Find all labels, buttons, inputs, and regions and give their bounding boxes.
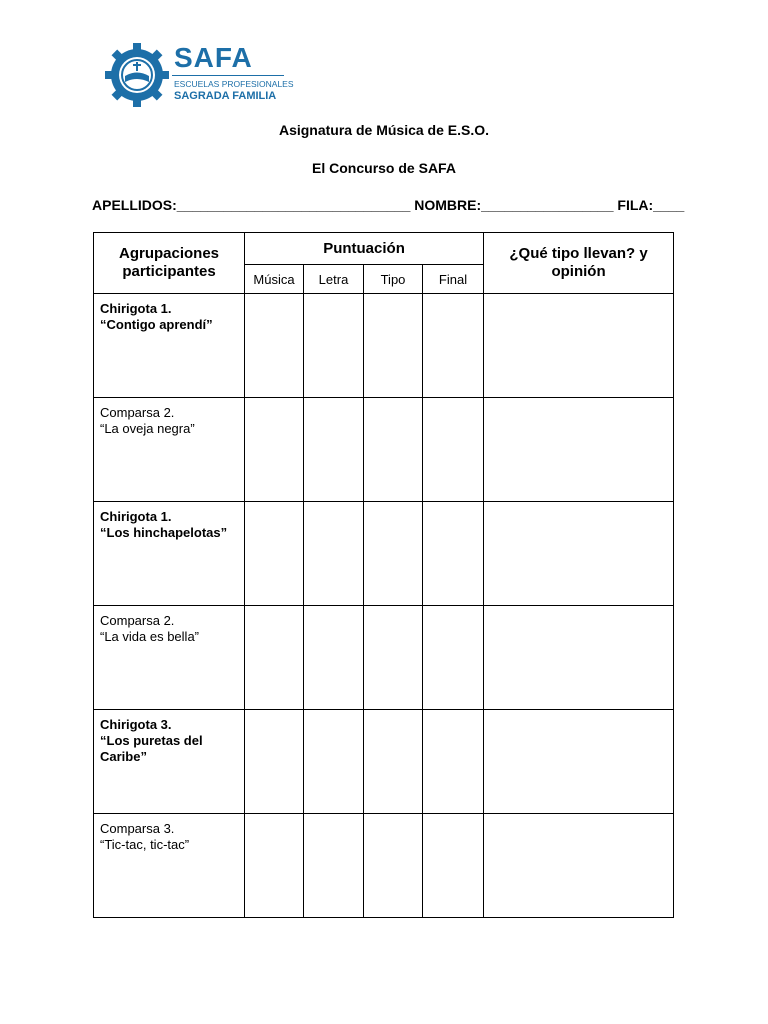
- col-groups-header: Agrupaciones participantes: [94, 233, 245, 294]
- gear-emblem-icon: [104, 42, 170, 108]
- logo-line1: ESCUELAS PROFESIONALES: [174, 79, 294, 89]
- group-title: “Los hinchapelotas”: [100, 525, 228, 540]
- score-letra-cell[interactable]: [304, 398, 364, 502]
- table-row: [94, 294, 674, 398]
- group-title: “Tic-tac, tic-tac”: [100, 837, 190, 852]
- table-row: [94, 398, 674, 502]
- group-name-cell: [94, 814, 245, 918]
- group-type: Chirigota 1.: [100, 301, 172, 316]
- score-final-cell[interactable]: [423, 502, 484, 606]
- opinion-cell[interactable]: [484, 398, 674, 502]
- contest-title: El Concurso de SAFA: [312, 160, 456, 176]
- group-title: “Los puretas del Caribe”: [100, 733, 203, 764]
- score-musica-cell[interactable]: [245, 294, 304, 398]
- logo-divider: [172, 75, 284, 76]
- score-final-cell[interactable]: [423, 294, 484, 398]
- score-letra-cell[interactable]: [304, 710, 364, 814]
- score-letra-cell[interactable]: [304, 294, 364, 398]
- score-tipo-cell[interactable]: [364, 814, 423, 918]
- score-final-cell[interactable]: [423, 606, 484, 710]
- group-type: Comparsa 2.: [100, 405, 175, 420]
- group-title: “Contigo aprendí”: [100, 317, 213, 332]
- col-opinion-header: ¿Qué tipo llevan? y opinión: [484, 233, 674, 294]
- group-name-cell: [94, 398, 245, 502]
- score-tipo-cell[interactable]: [364, 606, 423, 710]
- opinion-cell[interactable]: [484, 710, 674, 814]
- safa-logo: [104, 42, 294, 108]
- group-name-cell: [94, 606, 245, 710]
- score-tipo-cell[interactable]: [364, 710, 423, 814]
- logo-brand: SAFA: [174, 42, 253, 73]
- subcol-musica: Música: [245, 265, 304, 294]
- subject-title: Asignatura de Música de E.S.O.: [278, 122, 490, 138]
- group-name-cell: [94, 502, 245, 606]
- table-row: [94, 710, 674, 814]
- student-fields: APELLIDOS:______________________________ NOMBRE:_________________ FILA:____: [92, 197, 685, 213]
- score-tipo-cell[interactable]: [364, 398, 423, 502]
- score-tipo-cell[interactable]: [364, 502, 423, 606]
- group-title: “La oveja negra”: [100, 421, 195, 436]
- opinion-cell[interactable]: [484, 502, 674, 606]
- score-musica-cell[interactable]: [245, 398, 304, 502]
- opinion-cell[interactable]: [484, 814, 674, 918]
- score-musica-cell[interactable]: [245, 606, 304, 710]
- group-name-cell: [94, 294, 245, 398]
- subcol-letra: Letra: [304, 265, 364, 294]
- subcol-final: Final: [423, 265, 484, 294]
- subcol-tipo: Tipo: [364, 265, 423, 294]
- score-musica-cell[interactable]: [245, 710, 304, 814]
- logo-line2: SAGRADA FAMILIA: [174, 90, 277, 102]
- score-table: [93, 232, 674, 918]
- group-title: “La vida es bella”: [100, 629, 199, 644]
- score-tipo-cell[interactable]: [364, 294, 423, 398]
- score-letra-cell[interactable]: [304, 502, 364, 606]
- table-row: [94, 814, 674, 918]
- score-final-cell[interactable]: [423, 814, 484, 918]
- score-letra-cell[interactable]: [304, 606, 364, 710]
- opinion-cell[interactable]: [484, 294, 674, 398]
- group-type: Chirigota 3.: [100, 717, 172, 732]
- score-musica-cell[interactable]: [245, 814, 304, 918]
- opinion-cell[interactable]: [484, 606, 674, 710]
- score-musica-cell[interactable]: [245, 502, 304, 606]
- score-final-cell[interactable]: [423, 398, 484, 502]
- score-letra-cell[interactable]: [304, 814, 364, 918]
- table-row: [94, 502, 674, 606]
- table-row: [94, 606, 674, 710]
- col-score-header: Puntuación: [245, 233, 484, 265]
- score-final-cell[interactable]: [423, 710, 484, 814]
- group-type: Comparsa 3.: [100, 821, 175, 836]
- group-name-cell: [94, 710, 245, 814]
- group-type: Chirigota 1.: [100, 509, 172, 524]
- group-type: Comparsa 2.: [100, 613, 175, 628]
